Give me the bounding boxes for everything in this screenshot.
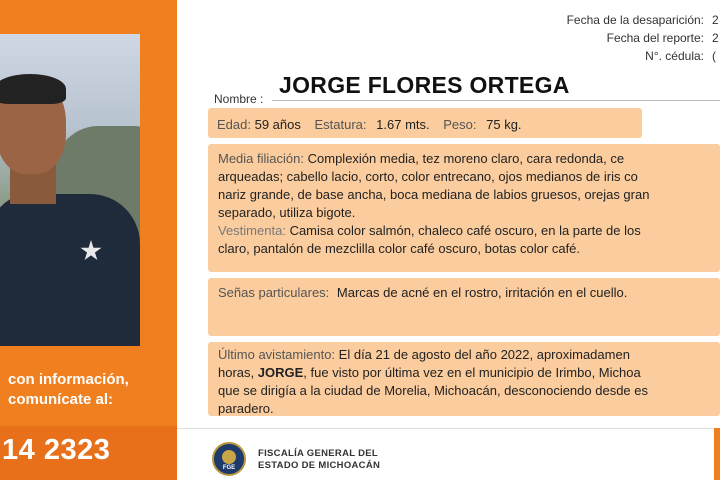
last-seen-line-1: El día 21 de agosto del año 2022, aproximadamen: [338, 347, 630, 362]
last-seen-line-2: [218, 364, 648, 382]
fge-seal-logo: [212, 442, 246, 476]
marks-text: Marcas de acné en el rostro, irritación en el cuello.: [336, 285, 628, 300]
last-seen-line-4: paradero.: [218, 401, 274, 416]
height-label: Estatura:: [314, 117, 367, 132]
org-line-2: ESTADO DE MICHOACÁN: [258, 460, 381, 471]
phone-number: 14 2323: [2, 434, 111, 466]
filiation-line-3: nariz grande, de base ancha, boca mediana de labios gruesos, orejas gran: [218, 187, 650, 202]
last-seen-name: JORGE: [257, 365, 304, 380]
id-number-label: N°. cédula:: [645, 49, 704, 63]
seal-emblem-icon: [222, 450, 236, 464]
last-seen-label: Último avistamiento:: [218, 347, 336, 362]
height-value: 1.67 mts.: [376, 117, 430, 132]
contact-line-2: comunícate al:: [8, 391, 114, 408]
age-value: 59 años: [254, 117, 301, 132]
report-date-label: Fecha del reporte:: [606, 31, 704, 45]
clothing-line-1: Camisa color salmón, chaleco café oscuro, en la parte de los: [289, 223, 641, 238]
contact-line-1: con información,: [8, 371, 129, 388]
clothing-label: Vestimenta:: [218, 223, 286, 238]
filiation-line-2: arqueadas; cabello lacio, corto, color entrecano, ojos medianos de iris co: [218, 169, 638, 184]
basic-info: [217, 116, 522, 134]
filiation-label: Media filiación:: [218, 151, 304, 166]
name-label: Nombre :: [214, 92, 264, 106]
report-meta: [567, 11, 720, 65]
last-seen: [218, 346, 648, 418]
organization-name: [258, 448, 380, 472]
last-seen-line-2-post: , fue visto por última vez en el municipio de Irimbo, Michoa: [303, 365, 641, 380]
id-number-value: (: [712, 49, 716, 63]
contact-prompt: [0, 370, 177, 410]
last-seen-line-2-pre: horas,: [218, 365, 255, 380]
age-label: Edad:: [217, 117, 251, 132]
org-line-1: FISCALÍA GENERAL DEL: [258, 448, 379, 459]
corner-accent: [714, 428, 720, 480]
missing-person-photo: [0, 34, 140, 346]
disappearance-date-label: Fecha de la desaparición:: [566, 13, 704, 27]
seal-text: FGE: [222, 465, 236, 471]
last-seen-line-3: que se dirigía a la ciudad de Morelia, Michoacán, desconociendo desde es: [218, 383, 648, 398]
marks-label: Señas particulares:: [218, 285, 330, 300]
distinguishing-marks: [218, 284, 627, 302]
weight-label: Peso:: [443, 117, 477, 132]
description: [218, 150, 649, 258]
clothing-line-2: claro, pantalón de mezclilla color café oscuro, botas color café.: [218, 241, 581, 256]
filiation-line-4: separado, utiliza bigote.: [218, 205, 356, 220]
report-date-value: 2: [712, 31, 719, 45]
footer-divider: [177, 428, 720, 429]
person-name: JORGE FLORES ORTEGA: [279, 72, 570, 98]
name-underline: [272, 100, 720, 101]
disappearance-date-value: 2: [712, 13, 719, 27]
weight-value: 75 kg.: [486, 117, 522, 132]
filiation-line-1: Complexión media, tez moreno claro, cara redonda, ce: [307, 151, 625, 166]
left-panel: [0, 0, 177, 480]
